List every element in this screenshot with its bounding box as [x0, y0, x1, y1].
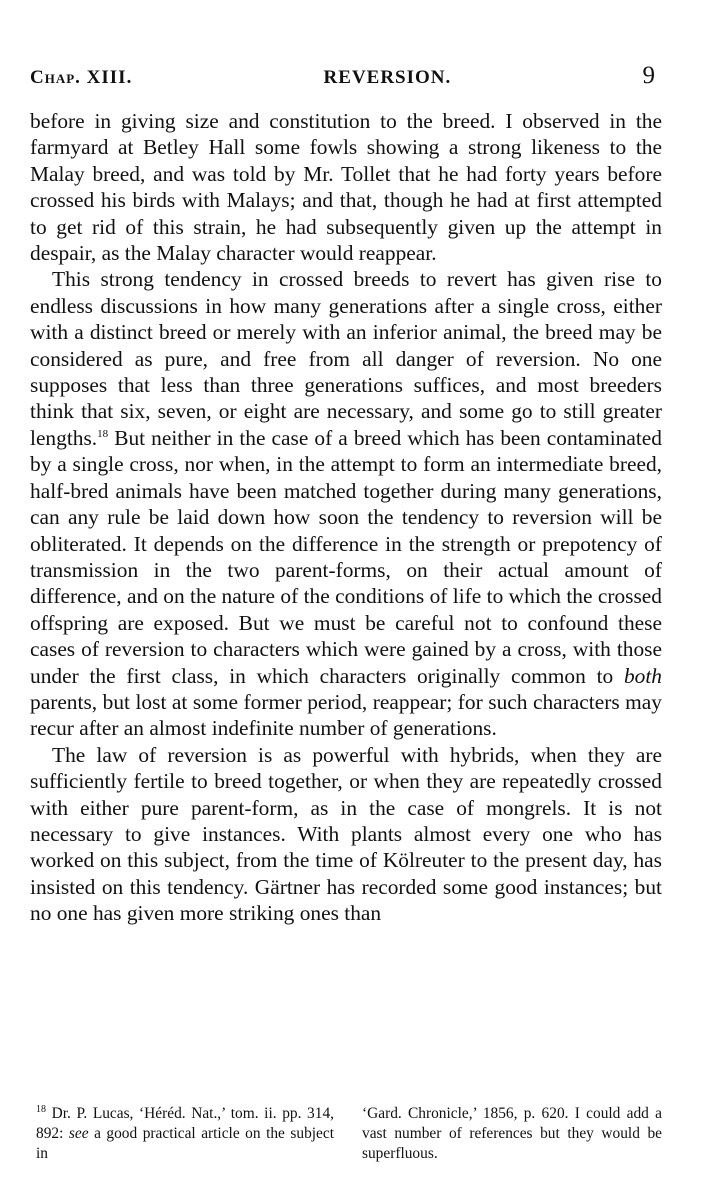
footnote-text-part: Dr. P. Lucas, ‘Héréd. Nat.,’ tom. ii. pp. 314, 892:: [36, 1105, 334, 1142]
chapter-label: Chap. XIII.: [30, 67, 133, 88]
book-page: [30, 62, 662, 927]
running-title: REVERSION.: [323, 67, 452, 88]
body-text: [30, 108, 662, 927]
text-run: before in giving size and constitution to the breed. I observed in the farmyard at Betley Hall some fowls showing a strong likeness to the Malay breed, and was told by Mr. Tollet that he had forty years before crossed his birds with Malays; and that, though he had at first attempted to get rid of this strain, he had subsequently given up the attempt in despair, as the Malay character would reappear.: [30, 109, 662, 266]
running-header: [30, 62, 662, 90]
footnote-ref: 18: [97, 427, 109, 440]
footnote-text-part: a good practical article on the subject in: [36, 1125, 334, 1162]
footnote-right-column: ‘Gard. Chronicle,’ 1856, p. 620. I could add a vast number of references but they would be superfluous.: [362, 1105, 662, 1162]
text-run: The law of reversion is as powerful with hybrids, when they are sufficiently fertile to breed together, or when they are repeatedly crossed with either pure parent-form, as in the case of mongrels. It is not necessary to give instances. With plants almost every one who has worked on this subject, from the time of Kölreuter to the present day, has insisted on this tendency. Gärtner has recorded some good instances; but no one has given more striking ones than: [30, 742, 662, 926]
paragraph: [30, 742, 662, 927]
footnote-italic: see: [68, 1125, 89, 1142]
text-run: parents, but lost at some former period, reappear; for such characters may recur after an almost indefinite number of generations.: [30, 689, 662, 741]
text-run: This strong tendency in crossed breeds to revert has given rise to endless discussions in how many generations after a single cross, either with a distinct breed or merely with an inferior animal, the breed may be considered as pure, and free from all danger of reversion. No one supposes that less than three generations suffices, and most breeders think that six, seven, or eight are necessary, and some go to still greater lengths.: [30, 267, 662, 450]
paragraph: [30, 266, 662, 741]
page-number: 9: [642, 62, 656, 89]
text-run: But neither in the case of a breed which has been contaminated by a single cross, nor when, in the attempt to form an intermediate breed, half-bred animals have been matched together during many generations, can any rule be laid down how soon the tendency to reversion will be obliterated. It depends on the difference in the strength or prepotency of transmission in the two parent-forms, on their actual amount of difference, and on the nature of the conditions of life to which the crossed offspring are exposed. But we must be careful not to confound these cases of reversion to characters which were gained by a cross, with those under the first class, in which characters originally common to: [30, 425, 662, 688]
paragraph: [30, 108, 662, 266]
footnote-left-column: [36, 1104, 334, 1164]
footnotes: [36, 1104, 662, 1164]
italic-text: both: [623, 663, 662, 688]
footnote-number: 18: [36, 1103, 46, 1115]
